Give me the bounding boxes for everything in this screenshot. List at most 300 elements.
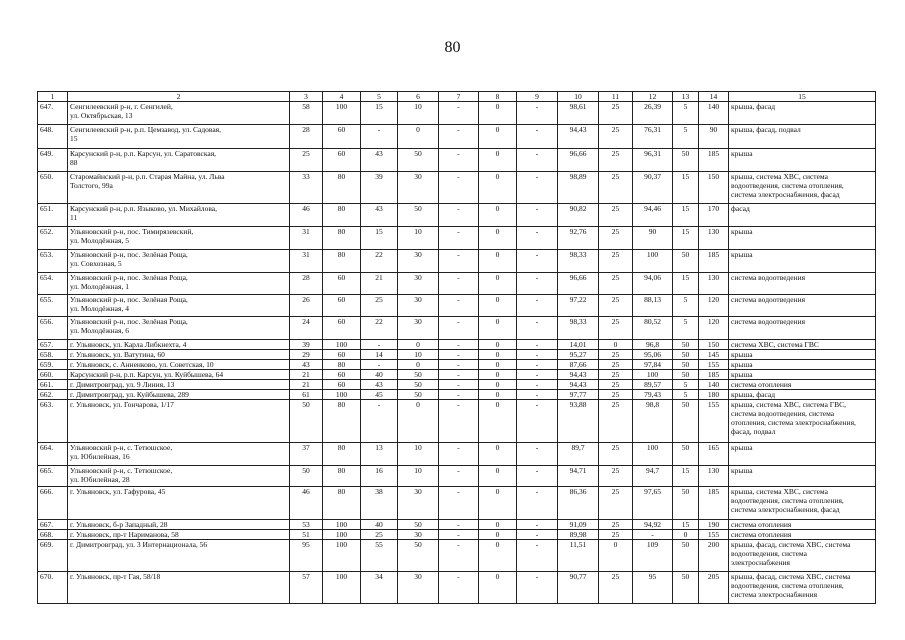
table-cell: 165 [699, 443, 729, 466]
table-cell: 0 [479, 350, 517, 360]
table-cell: 58 [290, 102, 323, 125]
table-cell: - [517, 295, 558, 317]
table-cell: Карсунский р-н, р.п. Карсун, ул. Саратовская, 88 [68, 149, 290, 172]
table-cell: г. Ульяновск, ул. Гончарова, 1/17 [68, 400, 290, 443]
table-cell: 5 [673, 390, 699, 400]
table-cell: 96,31 [633, 149, 673, 172]
table-cell: 663. [38, 400, 68, 443]
table-cell: 25 [599, 390, 633, 400]
table-cell: 50 [673, 370, 699, 380]
table-cell: 96,8 [633, 340, 673, 350]
table-row [38, 466, 876, 487]
table-cell: 100 [633, 443, 673, 466]
table-cell: 25 [599, 466, 633, 487]
table-row [38, 443, 876, 466]
table-cell: 95,06 [633, 350, 673, 360]
table-cell: 33 [290, 172, 323, 204]
table-cell: 100 [633, 370, 673, 380]
table-cell: 50 [673, 340, 699, 350]
table-cell: 185 [699, 250, 729, 273]
table-cell: - [439, 360, 479, 370]
table-cell: 130 [699, 273, 729, 295]
table-cell: 28 [290, 273, 323, 295]
table-cell: 25 [599, 227, 633, 250]
table-cell: 34 [361, 572, 398, 604]
table-cell: 120 [699, 317, 729, 340]
table-cell: 22 [361, 250, 398, 273]
table-cell: 94,71 [558, 466, 599, 487]
table-cell: 150 [699, 340, 729, 350]
table-cell: 109 [633, 540, 673, 572]
table-cell: 50 [398, 380, 439, 390]
table-row [38, 390, 876, 400]
table-cell: крыша [729, 250, 876, 273]
table-cell: 31 [290, 250, 323, 273]
table-row [38, 360, 876, 370]
header-cell: 13 [673, 92, 699, 102]
table-cell: крыша [729, 227, 876, 250]
table-cell: 10 [398, 443, 439, 466]
table-cell: Ульяновский р-н, пос. Тимирязевский, ул. Молодёжная, 5 [68, 227, 290, 250]
table-row [38, 340, 876, 350]
table-row [38, 125, 876, 149]
table-cell: 37 [290, 443, 323, 466]
table-cell: Ульяновский р-н, пос. Зелёная Роща, ул. Молодёжная, 4 [68, 295, 290, 317]
table-cell: 662. [38, 390, 68, 400]
table-cell: 86,36 [558, 487, 599, 520]
table-cell: 100 [323, 102, 361, 125]
table-cell: 50 [673, 360, 699, 370]
table-cell: 100 [323, 390, 361, 400]
table-cell: Карсунский р-н, р.п. Карсун, ул. Куйбышева, 64 [68, 370, 290, 380]
table-cell: 0 [479, 340, 517, 350]
table-cell: 30 [398, 572, 439, 604]
table-cell: 15 [673, 520, 699, 530]
table-cell: крыша, система ХВС, система ГВС, система водоотведения, система отопления, система электроснабжения, фасад, подвал [729, 400, 876, 443]
table-cell: 97,84 [633, 360, 673, 370]
table-cell: 25 [599, 317, 633, 340]
table-cell: система отопления [729, 520, 876, 530]
table-cell: 5 [673, 317, 699, 340]
table-cell: - [439, 204, 479, 227]
table-cell: - [439, 400, 479, 443]
table-row [38, 317, 876, 340]
table-cell: 50 [290, 400, 323, 443]
table-cell: 21 [290, 370, 323, 380]
table-cell: 185 [699, 487, 729, 520]
table-cell: система водоотведения [729, 317, 876, 340]
table-cell: 200 [699, 540, 729, 572]
table-cell: г. Ульяновск, пр-т Нариманова, 58 [68, 530, 290, 540]
table-cell: 660. [38, 370, 68, 380]
table-cell: 15 [673, 466, 699, 487]
table-cell: - [361, 340, 398, 350]
table-cell: 5 [673, 125, 699, 149]
table-cell: - [361, 400, 398, 443]
table-cell: 80 [323, 466, 361, 487]
table-cell: 0 [479, 443, 517, 466]
table-cell: - [517, 125, 558, 149]
table-cell: 46 [290, 204, 323, 227]
table-cell: - [439, 172, 479, 204]
table-row [38, 487, 876, 520]
table-cell: 50 [673, 487, 699, 520]
table-cell: 50 [673, 350, 699, 360]
table-cell: 669. [38, 540, 68, 572]
table-cell: 96,66 [558, 273, 599, 295]
table-cell: 25 [599, 125, 633, 149]
table-cell: 25 [599, 520, 633, 530]
table-cell: 5 [673, 102, 699, 125]
table-cell: - [517, 172, 558, 204]
table-cell: г. Ульяновск, б-р Западный, 28 [68, 520, 290, 530]
table-cell: - [517, 466, 558, 487]
table-cell: 15 [361, 102, 398, 125]
table-cell: 43 [361, 204, 398, 227]
table-cell: 90 [699, 125, 729, 149]
table-cell: 185 [699, 370, 729, 380]
table-cell: крыша [729, 370, 876, 380]
table-cell: 666. [38, 487, 68, 520]
table-cell: Ульяновский р-н, пос. Зелёная Роща, ул. Молодёжная, 6 [68, 317, 290, 340]
table-cell: - [439, 149, 479, 172]
table-cell: 649. [38, 149, 68, 172]
table-cell: 11,51 [558, 540, 599, 572]
header-cell: 2 [68, 92, 290, 102]
table-cell: 653. [38, 250, 68, 273]
table-cell: Ульяновский р-н, пос. Зелёная Роща, ул. Молодёжная, 1 [68, 273, 290, 295]
table-cell: 80 [323, 400, 361, 443]
table-cell: - [517, 530, 558, 540]
table-cell: 88,13 [633, 295, 673, 317]
table-cell: 0 [479, 370, 517, 380]
table-cell: - [517, 250, 558, 273]
table-cell: 95,27 [558, 350, 599, 360]
table-cell: 661. [38, 380, 68, 390]
table-cell: 0 [479, 204, 517, 227]
table-cell: система отопления [729, 380, 876, 390]
table-row [38, 530, 876, 540]
table-row [38, 204, 876, 227]
table-cell: г. Димитровград, ул. 9 Линия, 13 [68, 380, 290, 390]
table-cell: - [439, 340, 479, 350]
table-cell: 80 [323, 443, 361, 466]
table-cell: - [517, 149, 558, 172]
table-cell: 664. [38, 443, 68, 466]
table-cell: - [361, 360, 398, 370]
table-cell: г. Ульяновск, ул. Гафурова, 45 [68, 487, 290, 520]
table-cell: крыша, фасад, система ХВС, система водоотведения, система отопления, система электроснабжения [729, 572, 876, 604]
table-cell: - [633, 530, 673, 540]
table-cell: 130 [699, 466, 729, 487]
table-cell: система отопления [729, 530, 876, 540]
table-cell: 10 [398, 466, 439, 487]
table-cell: 60 [323, 273, 361, 295]
header-cell: 14 [699, 92, 729, 102]
table-cell: 25 [599, 250, 633, 273]
table-cell: 60 [323, 125, 361, 149]
table-cell: 0 [479, 102, 517, 125]
table-cell: 98,8 [633, 400, 673, 443]
table-cell: 89,98 [558, 530, 599, 540]
table-cell: 0 [479, 487, 517, 520]
table-cell: 60 [323, 149, 361, 172]
table-cell: 98,61 [558, 102, 599, 125]
table-cell: 205 [699, 572, 729, 604]
table-row [38, 380, 876, 390]
table-cell: крыша [729, 360, 876, 370]
table-cell: 50 [398, 390, 439, 400]
table-body [38, 92, 876, 604]
register-table [37, 91, 876, 604]
table-cell: 25 [290, 149, 323, 172]
table-cell: 90,82 [558, 204, 599, 227]
table-cell: г. Димитровград, ул. Куйбышева, 289 [68, 390, 290, 400]
table-cell: 650. [38, 172, 68, 204]
table-cell: г. Димитровград, ул. 3 Интернационала, 56 [68, 540, 290, 572]
table-cell: крыша [729, 149, 876, 172]
table-cell: - [517, 317, 558, 340]
table-cell: 25 [599, 204, 633, 227]
table-cell: - [517, 340, 558, 350]
header-cell: 9 [517, 92, 558, 102]
table-cell: 0 [599, 540, 633, 572]
table-cell: 667. [38, 520, 68, 530]
table-cell: 30 [398, 530, 439, 540]
table-cell: 0 [479, 360, 517, 370]
table-cell: 98,33 [558, 317, 599, 340]
table-cell: 94,43 [558, 370, 599, 380]
table-cell: 60 [323, 380, 361, 390]
table-cell: 0 [479, 466, 517, 487]
table-cell: г. Ульяновск, ул. Карла Либкнехта, 4 [68, 340, 290, 350]
table-cell: Карсунский р-н, р.п. Языково, ул. Михайлова, 11 [68, 204, 290, 227]
table-cell: г. Ульяновск, ул. Ватутина, 60 [68, 350, 290, 360]
table-cell: 155 [699, 400, 729, 443]
table-cell: 25 [599, 487, 633, 520]
table-cell: 0 [479, 390, 517, 400]
table-cell: 50 [673, 250, 699, 273]
table-cell: 155 [699, 530, 729, 540]
table-row [38, 572, 876, 604]
table-cell: - [439, 102, 479, 125]
table-cell: 80 [323, 250, 361, 273]
table-cell: 50 [398, 370, 439, 380]
table-cell: 0 [479, 172, 517, 204]
table-cell: 13 [361, 443, 398, 466]
table-cell: 0 [398, 400, 439, 443]
table-row [38, 350, 876, 360]
table-cell: 0 [479, 540, 517, 572]
table-cell: 0 [479, 149, 517, 172]
table-cell: 5 [673, 295, 699, 317]
table-cell: 130 [699, 227, 729, 250]
table-cell: 15 [673, 172, 699, 204]
table-cell: 0 [479, 520, 517, 530]
table-cell: фасад [729, 204, 876, 227]
table-cell: 185 [699, 149, 729, 172]
table-cell: Сенгилеевский р-н, г. Сенгилей, ул. Октябрьская, 13 [68, 102, 290, 125]
table-cell: 655. [38, 295, 68, 317]
table-cell: - [439, 125, 479, 149]
table-cell: 5 [673, 380, 699, 390]
table-cell: крыша, фасад [729, 390, 876, 400]
table-cell: крыша [729, 443, 876, 466]
table-cell: 94,43 [558, 380, 599, 390]
table-cell: 10 [398, 350, 439, 360]
table-cell: 30 [398, 250, 439, 273]
table-cell: 145 [699, 350, 729, 360]
table-cell: 50 [398, 204, 439, 227]
table-cell: 25 [599, 102, 633, 125]
table-cell: - [439, 540, 479, 572]
table-cell: 30 [398, 273, 439, 295]
table-cell: 100 [323, 340, 361, 350]
table-cell: Ульяновский р-н, с. Тетюшское, ул. Юбилейная, 16 [68, 443, 290, 466]
table-cell: 0 [673, 530, 699, 540]
table-cell: 120 [699, 295, 729, 317]
table-cell: 0 [479, 572, 517, 604]
table-cell: крыша [729, 350, 876, 360]
header-cell: 3 [290, 92, 323, 102]
table-cell: 43 [361, 380, 398, 390]
table-cell: 40 [361, 370, 398, 380]
table-cell: 0 [599, 340, 633, 350]
page-number: 80 [444, 39, 461, 56]
table-cell: 94,92 [633, 520, 673, 530]
table-cell: - [517, 273, 558, 295]
table-cell: 55 [361, 540, 398, 572]
table-cell: Сенгилеевский р-н, р.п. Цемзавод, ул. Садовая, 15 [68, 125, 290, 149]
table-cell: 39 [361, 172, 398, 204]
table-cell: - [439, 572, 479, 604]
table-cell: 0 [479, 295, 517, 317]
table-cell: - [517, 227, 558, 250]
table-cell: 80 [323, 360, 361, 370]
table-cell: 100 [633, 250, 673, 273]
table-cell: 657. [38, 340, 68, 350]
table-cell: 97,22 [558, 295, 599, 317]
table-cell: 15 [673, 227, 699, 250]
table-cell: 647. [38, 102, 68, 125]
table-cell: система водоотведения [729, 295, 876, 317]
table-cell: - [517, 443, 558, 466]
header-cell: 11 [599, 92, 633, 102]
header-cell: 12 [633, 92, 673, 102]
table-row [38, 250, 876, 273]
table-cell: Старомайнский р-н, р.п. Старая Майна, ул. Льва Толстого, 99а [68, 172, 290, 204]
table-cell: 80 [323, 487, 361, 520]
table-cell: 89,7 [558, 443, 599, 466]
table-cell: 25 [599, 400, 633, 443]
table-cell: 668. [38, 530, 68, 540]
table-cell: 10 [398, 102, 439, 125]
table-cell: 43 [290, 360, 323, 370]
table-cell: 0 [398, 340, 439, 350]
table-cell: 38 [361, 487, 398, 520]
table-cell: 96,66 [558, 149, 599, 172]
table-cell: - [517, 204, 558, 227]
table-cell: 94,43 [558, 125, 599, 149]
table-cell: 0 [479, 273, 517, 295]
table-cell: крыша, система ХВС, система водоотведения, система отопления, система электроснабжения, фасад [729, 487, 876, 520]
table-cell: 15 [673, 204, 699, 227]
table-cell: 60 [323, 350, 361, 360]
table-cell: - [439, 530, 479, 540]
table-cell: 22 [361, 317, 398, 340]
table-cell: 94,7 [633, 466, 673, 487]
table-cell: 60 [323, 317, 361, 340]
table-cell: 79,43 [633, 390, 673, 400]
table-cell: 25 [599, 172, 633, 204]
table-cell: 90 [633, 227, 673, 250]
table-cell: 50 [673, 400, 699, 443]
table-cell: - [517, 370, 558, 380]
table-cell: 652. [38, 227, 68, 250]
table-cell: 50 [673, 443, 699, 466]
table-cell: 50 [673, 540, 699, 572]
table-cell: 0 [479, 227, 517, 250]
table-row [38, 370, 876, 380]
table-cell: 87,66 [558, 360, 599, 370]
table-cell: 50 [398, 540, 439, 572]
table-cell: 100 [323, 530, 361, 540]
table-cell: 30 [398, 317, 439, 340]
table-cell: - [517, 360, 558, 370]
table-cell: 30 [398, 295, 439, 317]
table-row [38, 273, 876, 295]
table-cell: 25 [599, 380, 633, 390]
table-cell: 60 [323, 370, 361, 380]
table-cell: 50 [290, 466, 323, 487]
table-cell: - [439, 250, 479, 273]
table-cell: 94,06 [633, 273, 673, 295]
table-cell: 89,57 [633, 380, 673, 390]
table-cell: 16 [361, 466, 398, 487]
table-cell: 97,65 [633, 487, 673, 520]
table-cell: 0 [398, 360, 439, 370]
table-row [38, 102, 876, 125]
table-cell: 80 [323, 227, 361, 250]
table-cell: 10 [398, 227, 439, 250]
table-cell: - [517, 540, 558, 572]
header-cell: 8 [479, 92, 517, 102]
table-row [38, 295, 876, 317]
table-cell: 25 [599, 370, 633, 380]
table-cell: - [439, 317, 479, 340]
header-cell: 10 [558, 92, 599, 102]
header-row [38, 92, 876, 102]
table-cell: 25 [361, 295, 398, 317]
table-cell: 61 [290, 390, 323, 400]
table-cell: 43 [361, 149, 398, 172]
table-cell: 80 [323, 204, 361, 227]
table-cell: крыша, фасад, система ХВС, система водоотведения, система электроснабжения [729, 540, 876, 572]
table-cell: 648. [38, 125, 68, 149]
table-cell: 53 [290, 520, 323, 530]
table-cell: 14 [361, 350, 398, 360]
table-cell: - [439, 370, 479, 380]
table-cell: 0 [479, 250, 517, 273]
table-cell: 658. [38, 350, 68, 360]
table-cell: 0 [479, 125, 517, 149]
table-cell: 0 [479, 317, 517, 340]
table-cell: 654. [38, 273, 68, 295]
table-cell: г. Ульяновск, с. Анненково, ул. Советская, 10 [68, 360, 290, 370]
table-cell: 14,01 [558, 340, 599, 350]
table-cell: г. Ульяновск, пр-т Гая, 58/18 [68, 572, 290, 604]
table-cell: 190 [699, 520, 729, 530]
